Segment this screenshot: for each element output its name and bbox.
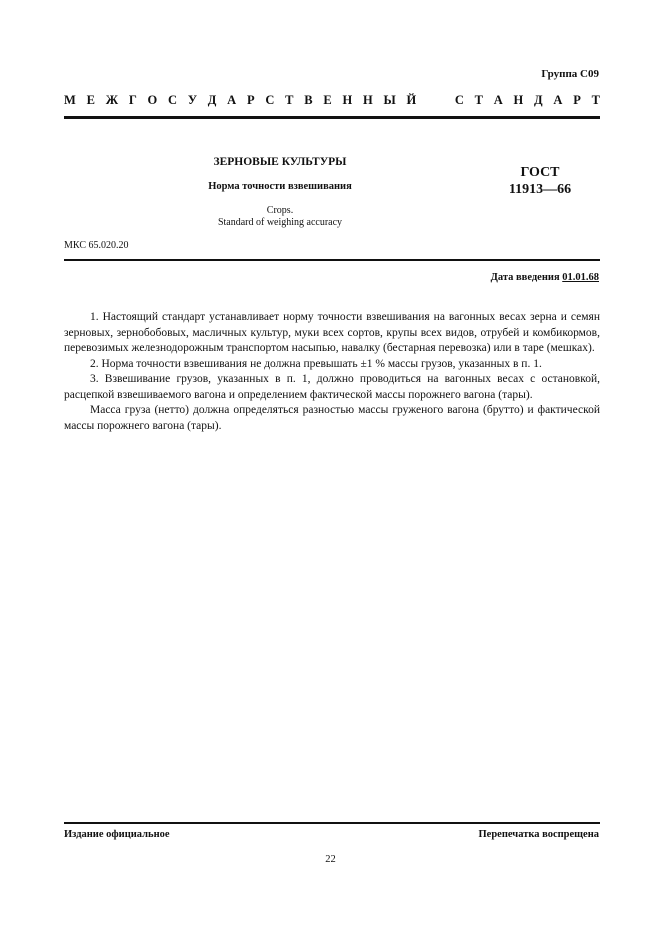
header-letter: Н	[342, 93, 353, 107]
header-letter: С	[265, 93, 275, 107]
edition-note: Издание официальное	[64, 829, 170, 840]
page-number: 22	[325, 854, 336, 865]
paragraph: 3. Взвешивание грузов, указанных в п. 1, должно проводиться на вагонных весах с остановкой, расцепкой взвешиваемого вагона и определением фактической массы порожнего вагона (тары).	[64, 373, 600, 401]
header-letter: Е	[323, 93, 332, 107]
group-code: Группа С09	[541, 68, 599, 80]
reprint-note: Перепечатка воспрещена	[478, 829, 599, 840]
section-rule	[64, 259, 600, 261]
mks-code: МКС 65.020.20	[64, 240, 129, 251]
header-letter: С	[168, 93, 178, 107]
header-letter: Н	[363, 93, 373, 107]
footer-rule	[64, 822, 600, 824]
paragraph: Масса груза (нетто) должна определяться разностью массы груженого вагона (брутто) и фактической массы порожнего вагона (тары).	[64, 404, 600, 432]
standard-header	[64, 93, 600, 108]
document-subtitle: Норма точности взвешивания	[208, 181, 352, 192]
date-value: 01.01.68	[562, 272, 599, 283]
header-letter: У	[187, 93, 198, 107]
gost-label: ГОСТ	[520, 165, 560, 180]
document-body	[64, 310, 600, 434]
header-letter: Т	[285, 93, 294, 107]
paragraph: 2. Норма точности взвешивания не должна превышать ±1 % массы грузов, указанных в п. 1.	[90, 357, 542, 370]
document-title: ЗЕРНОВЫЕ КУЛЬТУРЫ	[213, 156, 347, 168]
header-letter: Ы	[383, 93, 396, 107]
header-letter: Т	[474, 93, 483, 107]
header-letter: Ж	[105, 93, 119, 107]
header-gap	[427, 93, 430, 108]
paragraph: 1. Настоящий стандарт устанавливает норму точности взвешивания на вагонных весах зерна и семян зерновых, зернобобовых, масличных культур, муки всех сортов, крупы всех видов, отрубей и комбикормов, перевозимых железнодорожным транспортом насыпью, навалку (бестарная перевозка) или в таре (мешках).	[64, 311, 600, 354]
header-letter: Г	[128, 93, 137, 107]
header-letter: Д	[534, 93, 543, 107]
header-letter: Т	[591, 93, 600, 107]
header-letter: С	[454, 93, 464, 107]
header-letter: Н	[513, 93, 524, 107]
english-subtitle: Standard of weighing accuracy	[217, 217, 343, 228]
header-rule	[64, 116, 600, 119]
date-label: Дата введения	[490, 272, 560, 283]
header-letter: Р	[573, 93, 581, 107]
english-title: Crops.	[266, 205, 294, 216]
header-letter: А	[493, 93, 503, 107]
header-letter: Й	[406, 93, 417, 107]
header-letter: Д	[207, 93, 217, 107]
introduction-date	[491, 272, 599, 283]
header-letter: О	[147, 93, 158, 107]
header-letter: А	[227, 93, 237, 107]
gost-number: 11913—66	[508, 182, 572, 197]
header-letter: Р	[246, 93, 255, 107]
header-letter: В	[304, 93, 313, 107]
header-letter: Е	[86, 93, 95, 107]
header-letter: М	[64, 93, 76, 107]
header-gap	[441, 93, 444, 108]
header-letter: А	[553, 93, 563, 107]
